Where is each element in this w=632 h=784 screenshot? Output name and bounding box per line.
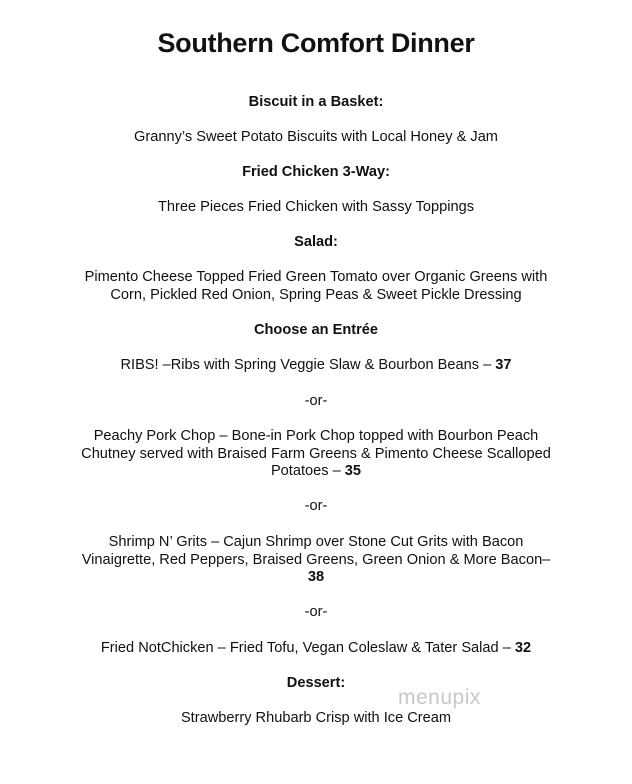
shrimp-description-line1: Shrimp N’ Grits – Cajun Shrimp over Stone Cut Grits with Bacon bbox=[108, 534, 524, 550]
notchicken-item bbox=[0, 640, 632, 658]
notchicken-description: Fried NotChicken – Fried Tofu, Vegan Coleslaw & Tater Salad – bbox=[100, 640, 515, 656]
pork-price: 35 bbox=[344, 463, 362, 479]
entree-separator: -or- bbox=[304, 604, 328, 620]
pork-description-line1: Peachy Pork Chop – Bone-in Pork Chop topped with Bourbon Peach bbox=[93, 428, 539, 444]
notchicken-price: 32 bbox=[514, 640, 532, 656]
ribs-description: RIBS! –Ribs with Spring Veggie Slaw & Bourbon Beans – bbox=[120, 357, 496, 373]
ribs-price: 37 bbox=[495, 357, 512, 373]
chicken-heading: Fried Chicken 3-Way: bbox=[242, 164, 390, 180]
salad-description-line1: Pimento Cheese Topped Fried Green Tomato over Organic Greens with bbox=[84, 269, 548, 285]
pork-item-end bbox=[0, 463, 632, 481]
dessert-description: Strawberry Rhubarb Crisp with Ice Cream bbox=[180, 710, 452, 726]
pork-description-line2: Chutney served with Braised Farm Greens & Pimento Cheese Scalloped bbox=[81, 446, 551, 462]
menupix-watermark: menupix bbox=[398, 686, 481, 709]
pork-description-line3: Potatoes – bbox=[270, 463, 345, 479]
ribs-item bbox=[0, 357, 632, 375]
biscuit-heading: Biscuit in a Basket: bbox=[248, 94, 384, 110]
menu-title: Southern Comfort Dinner bbox=[157, 28, 475, 58]
biscuit-description: Granny’s Sweet Potato Biscuits with Local Honey & Jam bbox=[134, 129, 498, 145]
dessert-heading: Dessert: bbox=[286, 675, 346, 691]
salad-description-line2: Corn, Pickled Red Onion, Spring Peas & Sweet Pickle Dressing bbox=[110, 287, 522, 303]
entree-separator: -or- bbox=[304, 498, 328, 514]
salad-heading: Salad: bbox=[294, 234, 338, 250]
shrimp-description-line2: Vinaigrette, Red Peppers, Braised Greens, Green Onion & More Bacon– bbox=[81, 552, 551, 568]
entree-separator: -or- bbox=[304, 393, 328, 409]
shrimp-price: 38 bbox=[307, 569, 325, 585]
chicken-description: Three Pieces Fried Chicken with Sassy Toppings bbox=[157, 199, 475, 215]
entree-heading: Choose an Entrée bbox=[253, 322, 379, 338]
